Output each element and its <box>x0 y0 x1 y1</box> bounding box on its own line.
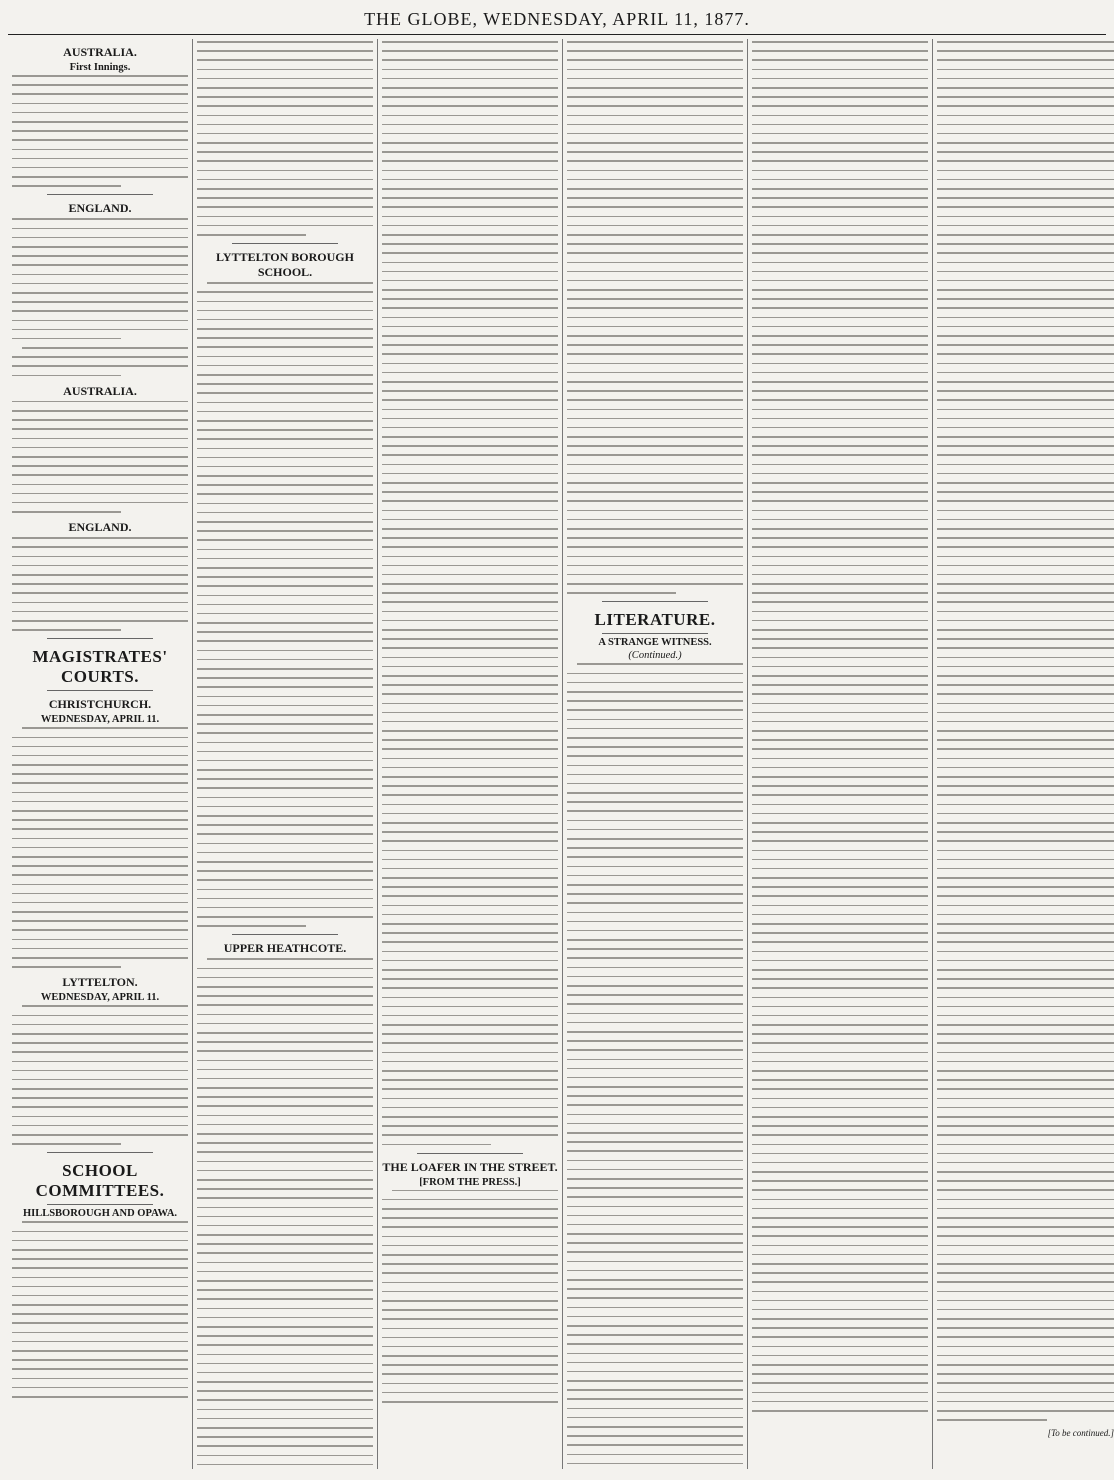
heading-hillsborough: HILLSBOROUGH AND OPAWA. <box>22 1208 178 1220</box>
columns <box>8 39 1114 1469</box>
divider <box>47 194 153 195</box>
heading-loafer-in-the-street: THE LOAFER IN THE STREET. <box>382 1159 558 1174</box>
column-5 <box>748 39 933 1469</box>
divider <box>47 1152 153 1153</box>
article-text <box>937 41 1114 1421</box>
article-text <box>382 41 558 1145</box>
heading-lyttelton-borough-school: LYTTELTON BOROUGH SCHOOL. <box>216 250 354 280</box>
to-be-continued: [To be continued.] <box>1047 1428 1114 1439</box>
masthead: THE GLOBE, WEDNESDAY, APRIL 11, 1877. <box>364 9 750 29</box>
divider <box>232 934 338 935</box>
divider <box>602 633 708 634</box>
score-block-australia <box>12 75 188 187</box>
heading-australia-2: AUSTRALIA. <box>63 383 137 398</box>
christchurch-date: WEDNESDAY, APRIL 11. <box>40 714 160 726</box>
score-block-england-2 <box>12 537 188 630</box>
score-block-australia-2 <box>12 401 188 513</box>
from-the-press: [FROM THE PRESS.] <box>419 1176 521 1188</box>
divider <box>232 243 338 244</box>
heading-a-strange-witness: A STRANGE WITNESS. <box>598 637 712 649</box>
heading-australia: AUSTRALIA. <box>63 45 137 59</box>
divider <box>47 1204 153 1205</box>
score-block-england <box>12 218 188 339</box>
heading-christchurch: CHRISTCHURCH. <box>48 697 152 712</box>
article-text <box>197 958 373 1469</box>
heading-england-2: ENGLAND. <box>68 520 132 535</box>
column-4 <box>563 39 748 1469</box>
article-text <box>12 727 188 967</box>
heading-school-committees: SCHOOL COMMITTEES. <box>35 1161 165 1201</box>
column-2 <box>193 39 378 1469</box>
article-text <box>12 347 188 376</box>
masthead-rule <box>8 34 1106 35</box>
article-text <box>197 282 373 927</box>
article-text <box>382 1190 558 1403</box>
article-text <box>197 41 373 236</box>
column-3 <box>378 39 563 1469</box>
column-6 <box>933 39 1114 1469</box>
heading-upper-heathcote: UPPER HEATHCOTE. <box>223 941 347 956</box>
article-text <box>567 663 743 1469</box>
divider <box>417 1153 523 1154</box>
heading-first-innings: First Innings. <box>69 62 131 73</box>
heading-literature: LITERATURE. <box>594 610 716 630</box>
article-text <box>12 1221 188 1397</box>
continued-label: (Continued.) <box>628 650 682 662</box>
divider <box>47 638 153 639</box>
article-text <box>12 1005 188 1144</box>
heading-magistrates: MAGISTRATES' COURTS. <box>32 647 168 687</box>
lyttelton-date: WEDNESDAY, APRIL 11. <box>40 992 160 1004</box>
divider <box>47 690 153 691</box>
article-text <box>752 41 928 1412</box>
heading-england: ENGLAND. <box>68 201 132 216</box>
column-1 <box>8 39 193 1469</box>
divider <box>602 601 708 602</box>
article-text <box>567 41 743 594</box>
heading-lyttelton: LYTTELTON. <box>62 975 138 990</box>
